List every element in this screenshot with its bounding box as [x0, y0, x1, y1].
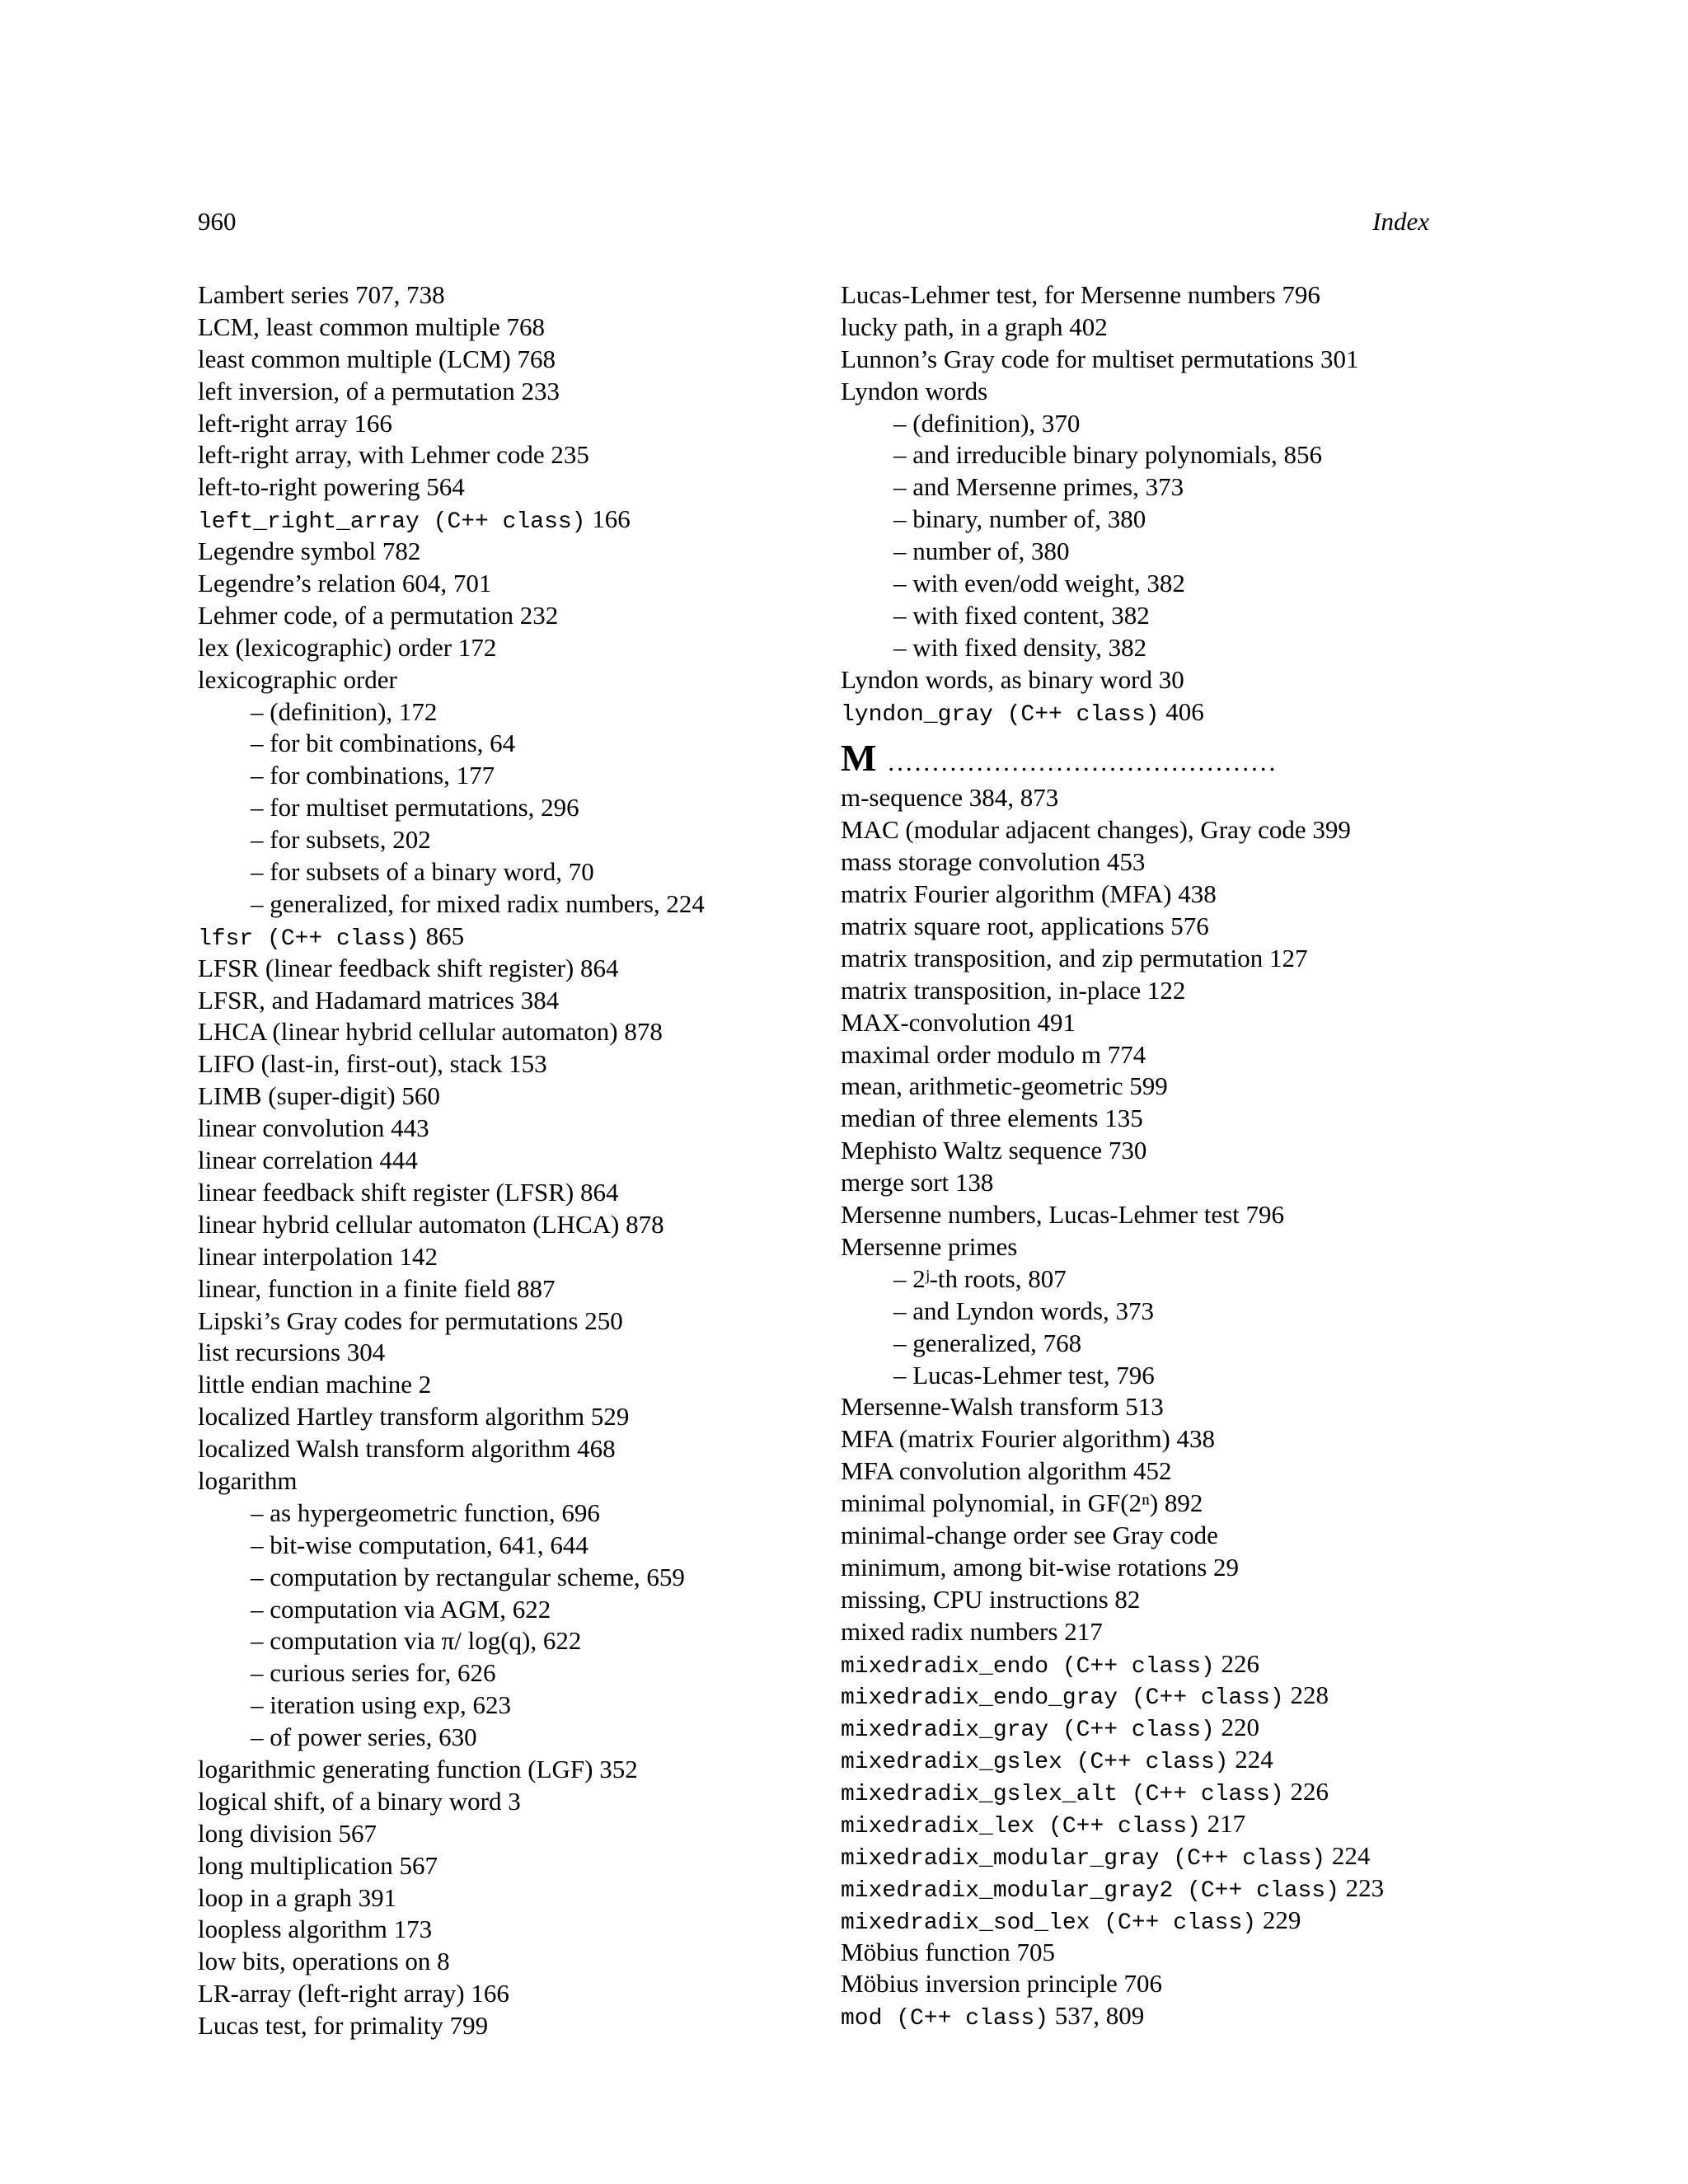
index-subentry: [198, 1530, 808, 1562]
index-subentry: [198, 1722, 808, 1754]
index-entry: [841, 1712, 1429, 1744]
index-entry: [198, 312, 808, 344]
entry-text: 166: [585, 504, 631, 534]
index-entry: [198, 279, 808, 312]
index-entry: [841, 1520, 1429, 1552]
index-entry: [198, 344, 808, 376]
index-entry: [841, 1776, 1429, 1808]
index-subentry: [841, 471, 1429, 504]
class-name: mixedradix_gslex (C++ class): [841, 1750, 1229, 1776]
entry-text: loopless algorithm 173: [198, 1915, 433, 1944]
entry-text: – curious series for, 626: [251, 1658, 496, 1688]
entry-text: minimal polynomial, in GF(2ⁿ) 892: [841, 1488, 1203, 1518]
entry-text: – iteration using exp, 623: [251, 1690, 511, 1720]
entry-text: – Lucas-Lehmer test, 796: [893, 1360, 1155, 1390]
index-entry: [198, 1177, 808, 1209]
entry-text: MFA (matrix Fourier algorithm) 438: [841, 1424, 1216, 1454]
class-name: mixedradix_modular_gray (C++ class): [841, 1845, 1326, 1872]
entry-text: localized Hartley transform algorithm 529: [198, 1402, 630, 1432]
entry-text: linear convolution 443: [198, 1113, 429, 1143]
entry-text: little endian machine 2: [198, 1370, 432, 1399]
index-entry: [198, 376, 808, 408]
index-entry: [841, 1423, 1429, 1455]
entry-text: 229: [1256, 1905, 1301, 1934]
entry-text: MAC (modular adjacent changes), Gray code 399: [841, 815, 1351, 845]
index-entry: [198, 1978, 808, 2010]
index-entry: [841, 1231, 1429, 1263]
index-subentry: [198, 1497, 808, 1530]
index-entry: [198, 1786, 808, 1818]
index-entry: [841, 1391, 1429, 1423]
entry-text: left-right array, with Lehmer code 235: [198, 440, 589, 470]
entry-text: – computation by rectangular scheme, 659: [251, 1562, 685, 1591]
entry-text: – and Lyndon words, 373: [893, 1296, 1155, 1325]
index-column-right: [841, 279, 1429, 2032]
entry-text: m-sequence 384, 873: [841, 783, 1059, 813]
class-name: mixedradix_sod_lex (C++ class): [841, 1910, 1257, 1936]
index-subentry: [198, 888, 808, 921]
entry-text: 228: [1283, 1680, 1329, 1710]
entry-text: – bit-wise computation, 641, 644: [251, 1530, 588, 1559]
entry-text: – for multiset permutations, 296: [251, 793, 579, 823]
page-header: [198, 203, 1429, 241]
index-entry: [841, 1968, 1429, 2000]
index-subentry: [841, 408, 1429, 440]
index-entry: [841, 1872, 1429, 1905]
index-entry: [198, 985, 808, 1017]
entry-text: – and irreducible binary polynomials, 856: [893, 440, 1322, 470]
index-subentry: [198, 696, 808, 729]
index-entry: [841, 1840, 1429, 1872]
index-subentry: [198, 728, 808, 760]
entry-text: minimal-change order see Gray code: [841, 1520, 1218, 1549]
entry-text: matrix transposition, and zip permutation 127: [841, 943, 1308, 972]
entry-text: 865: [419, 921, 465, 950]
class-name: mod (C++ class): [841, 2006, 1049, 2032]
index-entry: [841, 1616, 1429, 1648]
entry-text: – (definition), 172: [251, 696, 438, 726]
index-entry: [198, 1818, 808, 1850]
entry-text: linear correlation 444: [198, 1146, 418, 1175]
entry-text: lex (lexicographic) order 172: [198, 632, 497, 662]
class-name: mixedradix_endo (C++ class): [841, 1653, 1215, 1680]
entry-text: matrix square root, applications 576: [841, 912, 1209, 941]
class-name: left_right_array (C++ class): [198, 509, 586, 536]
index-entry: [198, 1145, 808, 1177]
class-name: mixedradix_lex (C++ class): [841, 1813, 1201, 1840]
index-entry: [198, 1433, 808, 1465]
entry-text: 224: [1325, 1840, 1371, 1870]
entry-text: – with even/odd weight, 382: [893, 569, 1185, 598]
index-entry: [198, 1914, 808, 1946]
entry-text: mixed radix numbers 217: [841, 1616, 1103, 1646]
entry-text: lexicographic order: [198, 664, 397, 694]
entry-text: – of power series, 630: [251, 1722, 477, 1752]
entry-text: merge sort 138: [841, 1168, 994, 1197]
index-subentry: [198, 760, 808, 792]
entry-text: Mersenne-Walsh transform 513: [841, 1392, 1164, 1422]
index-entry: [841, 1039, 1429, 1071]
entry-text: – for subsets, 202: [251, 825, 431, 855]
index-entry: [841, 376, 1429, 408]
entry-text: Mersenne numbers, Lucas-Lehmer test 796: [841, 1200, 1285, 1230]
index-entry: [198, 1273, 808, 1305]
entry-text: Lyndon words, as binary word 30: [841, 664, 1184, 694]
index-entry: [841, 1808, 1429, 1840]
entry-text: Lunnon’s Gray code for multiset permutations 301: [841, 344, 1359, 373]
index-subentry: [198, 1657, 808, 1690]
entry-text: 226: [1283, 1777, 1329, 1807]
entry-text: missing, CPU instructions 82: [841, 1584, 1141, 1614]
index-subentry: [841, 1328, 1429, 1360]
entry-text: – 2ʲ-th roots, 807: [893, 1263, 1067, 1293]
index-subentry: [841, 1296, 1429, 1328]
entry-text: – number of, 380: [893, 537, 1070, 566]
index-entry: [841, 975, 1429, 1007]
section-letter: M: [841, 737, 877, 780]
entry-text: Legendre’s relation 604, 701: [198, 569, 492, 598]
section-leader-dots: ............................................: [888, 748, 1278, 777]
entry-text: – for bit combinations, 64: [251, 729, 516, 758]
index-entry: [841, 911, 1429, 943]
index-entry: [841, 1167, 1429, 1199]
index-entry: [198, 1113, 808, 1145]
index-entry: [198, 1016, 808, 1048]
class-name: mixedradix_gslex_alt (C++ class): [841, 1782, 1284, 1808]
index-entry: [841, 1071, 1429, 1103]
index-column-left: [198, 279, 808, 2042]
entry-text: Lyndon words: [841, 376, 988, 405]
entry-text: Lucas test, for primality 799: [198, 2011, 489, 2041]
entry-text: Lehmer code, of a permutation 232: [198, 600, 559, 630]
index-entry: [198, 1882, 808, 1915]
entry-text: Lipski’s Gray codes for permutations 250: [198, 1305, 623, 1335]
entry-text: – for subsets of a binary word, 70: [251, 857, 594, 887]
entry-text: – as hypergeometric function, 696: [251, 1497, 600, 1527]
entry-text: LFSR, and Hadamard matrices 384: [198, 985, 560, 1015]
index-subentry: [841, 1360, 1429, 1392]
entry-text: – for combinations, 177: [251, 761, 495, 790]
index-subentry: [841, 536, 1429, 568]
entry-text: low bits, operations on 8: [198, 1947, 450, 1976]
index-entry: [841, 1455, 1429, 1488]
entry-text: LR-array (left-right array) 166: [198, 1979, 509, 2008]
entry-text: list recursions 304: [198, 1338, 386, 1367]
index-subentry: [198, 1562, 808, 1594]
index-subentry: [198, 1625, 808, 1657]
index-entry: [841, 1007, 1429, 1039]
entry-text: LFSR (linear feedback shift register) 864: [198, 953, 619, 982]
entry-text: maximal order modulo m 774: [841, 1039, 1146, 1069]
index-entry: [841, 1680, 1429, 1712]
entry-text: LIFO (last-in, first-out), stack 153: [198, 1049, 547, 1079]
entry-text: – generalized, 768: [893, 1328, 1082, 1357]
entry-text: – binary, number of, 380: [893, 504, 1146, 534]
section-heading-m: [841, 737, 1429, 780]
class-name: lfsr (C++ class): [198, 926, 420, 952]
index-entry: [198, 1048, 808, 1080]
running-head: Index: [1372, 207, 1429, 236]
entry-text: matrix transposition, in-place 122: [841, 975, 1186, 1005]
entry-text: left-right array 166: [198, 408, 392, 438]
index-entries-l-continued: [841, 279, 1429, 728]
index-entry: [198, 953, 808, 985]
entry-text: left inversion, of a permutation 233: [198, 376, 560, 405]
index-subentry: [841, 632, 1429, 664]
class-name: mixedradix_endo_gray (C++ class): [841, 1685, 1284, 1712]
index-entry: [841, 1552, 1429, 1584]
entry-text: linear interpolation 142: [198, 1241, 438, 1271]
index-entry: [841, 344, 1429, 376]
index-entry: [841, 1584, 1429, 1616]
entry-text: 217: [1200, 1808, 1246, 1838]
index-entry: [841, 1648, 1429, 1680]
entry-text: Möbius inversion principle 706: [841, 1969, 1163, 1999]
index-subentry: [198, 792, 808, 824]
index-subentry: [841, 504, 1429, 536]
index-subentry: [198, 856, 808, 888]
entry-text: linear hybrid cellular automaton (LHCA) 878: [198, 1209, 664, 1239]
index-entry: [198, 1369, 808, 1401]
index-entry: [841, 279, 1429, 312]
index-entry: [198, 536, 808, 568]
index-entry: [198, 1754, 808, 1786]
entry-text: 537, 809: [1048, 2001, 1145, 2031]
index-entry: [198, 664, 808, 696]
index-entry: [198, 504, 808, 536]
index-entry: [198, 1401, 808, 1433]
index-entry: [841, 696, 1429, 729]
entry-text: – with fixed content, 382: [893, 600, 1150, 630]
index-entry: [841, 1937, 1429, 1969]
index-subentry: [841, 439, 1429, 471]
class-name: mixedradix_modular_gray2 (C++ class): [841, 1877, 1339, 1904]
entry-text: least common multiple (LCM) 768: [198, 344, 556, 373]
index-entry: [841, 943, 1429, 975]
entry-text: 224: [1228, 1745, 1273, 1774]
index-subentry: [198, 1690, 808, 1722]
index-entry: [198, 471, 808, 504]
index-entry: [198, 2010, 808, 2042]
index-entry: [841, 879, 1429, 911]
index-entry: [841, 782, 1429, 814]
entry-text: – with fixed density, 382: [893, 632, 1147, 662]
entry-text: – computation via AGM, 622: [251, 1594, 551, 1624]
index-entry: [841, 1744, 1429, 1776]
index-entry: [198, 568, 808, 600]
entry-text: Möbius function 705: [841, 1937, 1056, 1966]
index-subentry: [198, 824, 808, 856]
index-entry: [198, 1946, 808, 1978]
entry-text: logarithm: [198, 1465, 298, 1495]
index-entries-m: [841, 782, 1429, 2032]
index-entry: [198, 1850, 808, 1882]
index-subentry: [841, 568, 1429, 600]
index-entry: [198, 921, 808, 953]
index-entry: [198, 1080, 808, 1113]
entry-text: MFA convolution algorithm 452: [841, 1456, 1172, 1486]
entry-text: median of three elements 135: [841, 1104, 1143, 1133]
index-entry: [198, 632, 808, 664]
entry-text: – and Mersenne primes, 373: [893, 472, 1184, 502]
index-subentry: [198, 1594, 808, 1626]
index-entry: [841, 1905, 1429, 1937]
entry-text: Legendre symbol 782: [198, 537, 421, 566]
entry-text: 223: [1339, 1872, 1385, 1902]
entry-text: LIMB (super-digit) 560: [198, 1081, 440, 1111]
index-entry: [841, 664, 1429, 696]
entry-text: LCM, least common multiple 768: [198, 312, 546, 341]
entry-text: minimum, among bit-wise rotations 29: [841, 1552, 1240, 1582]
entry-text: logarithmic generating function (LGF) 352: [198, 1754, 638, 1783]
index-entry: [198, 1465, 808, 1497]
index-entry: [198, 1241, 808, 1273]
entry-text: Lucas-Lehmer test, for Mersenne numbers 796: [841, 280, 1320, 309]
class-name: lyndon_gray (C++ class): [841, 701, 1160, 728]
entry-text: – computation via π/ log(q), 622: [251, 1626, 582, 1656]
index-entry: [198, 600, 808, 632]
entry-text: LHCA (linear hybrid cellular automaton) 878: [198, 1017, 663, 1047]
index-entry: [841, 1488, 1429, 1520]
entry-text: linear feedback shift register (LFSR) 864: [198, 1177, 619, 1207]
index-entry: [841, 1103, 1429, 1135]
entry-text: localized Walsh transform algorithm 468: [198, 1434, 616, 1464]
entry-text: Mersenne primes: [841, 1231, 1018, 1261]
page-number: 960: [198, 207, 237, 236]
entry-text: Lambert series 707, 738: [198, 280, 445, 309]
entry-text: long division 567: [198, 1818, 377, 1848]
index-entry: [198, 1337, 808, 1369]
index-entry: [198, 408, 808, 440]
index-entry: [841, 814, 1429, 846]
entry-text: – (definition), 370: [893, 408, 1081, 438]
index-entry: [841, 2000, 1429, 2032]
entry-text: 226: [1214, 1648, 1259, 1678]
entry-text: 220: [1214, 1713, 1259, 1742]
entry-text: long multiplication 567: [198, 1850, 438, 1880]
index-entry: [198, 1305, 808, 1338]
entry-text: mean, arithmetic-geometric 599: [841, 1071, 1168, 1101]
entry-text: logical shift, of a binary word 3: [198, 1786, 521, 1816]
index-entry: [198, 439, 808, 471]
index-entry: [841, 846, 1429, 879]
index-entry: [841, 1135, 1429, 1167]
entry-text: mass storage convolution 453: [841, 847, 1146, 877]
index-entry: [841, 1199, 1429, 1231]
entry-text: left-to-right powering 564: [198, 472, 465, 502]
entry-text: matrix Fourier algorithm (MFA) 438: [841, 879, 1217, 909]
entry-text: linear, function in a finite field 887: [198, 1273, 556, 1303]
entry-text: Mephisto Waltz sequence 730: [841, 1136, 1147, 1165]
index-subentry: [841, 600, 1429, 632]
index-entry: [841, 312, 1429, 344]
entry-text: 406: [1159, 696, 1204, 726]
entry-text: MAX-convolution 491: [841, 1007, 1076, 1037]
entry-text: loop in a graph 391: [198, 1882, 397, 1912]
entry-text: – generalized, for mixed radix numbers, 224: [251, 888, 705, 918]
entry-text: lucky path, in a graph 402: [841, 312, 1108, 341]
index-entry: [198, 1209, 808, 1241]
index-subentry: [841, 1263, 1429, 1296]
class-name: mixedradix_gray (C++ class): [841, 1718, 1215, 1744]
